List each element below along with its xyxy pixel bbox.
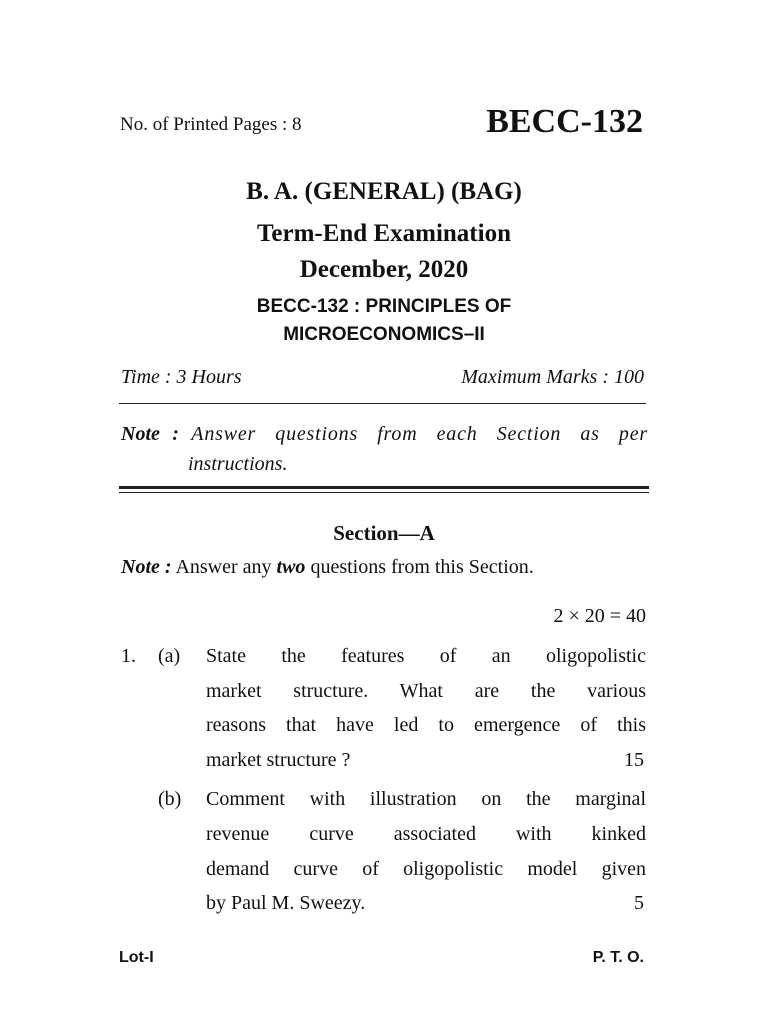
part-label: (a) — [158, 645, 181, 667]
question-text-line: reasons that have led to emergence of this — [206, 714, 646, 736]
question-text-line: revenue curve associated with kinked — [206, 823, 646, 845]
double-divider-thick — [119, 486, 649, 489]
section-note — [121, 556, 534, 579]
note-label: Note : — [121, 423, 179, 445]
question-text-line: market structure ? — [206, 749, 351, 771]
printed-pages-count: No. of Printed Pages : 8 — [120, 114, 302, 135]
footer-lot: Lot-I — [119, 949, 154, 966]
exam-title: Term-End Examination — [257, 220, 511, 247]
part-marks: 15 — [624, 749, 644, 771]
question-number: 1. — [121, 645, 136, 667]
question-text-line: demand curve of oligopolistic model given — [206, 858, 646, 880]
note-text-line2: instructions. — [188, 453, 288, 475]
general-note — [121, 416, 648, 453]
question-text-line: Comment with illustration on the marginal — [206, 788, 646, 810]
subject-title-line1: BECC-132 : PRINCIPLES OF — [256, 296, 512, 317]
exam-date: December, 2020 — [299, 256, 469, 283]
note-text-line1: Answer questions from each Section as per — [191, 423, 648, 445]
programme-title: B. A. (GENERAL) (BAG) — [246, 178, 522, 205]
course-code: BECC-132 — [486, 103, 643, 140]
part-marks: 5 — [634, 892, 644, 914]
section-note-text: Answer any — [171, 556, 277, 578]
section-heading: Section—A — [333, 521, 435, 545]
section-note-label: Note : — [121, 556, 172, 578]
double-divider-thin — [119, 492, 649, 493]
footer-pto: P. T. O. — [592, 949, 644, 966]
question-text-line: market structure. What are the various — [206, 680, 646, 702]
subject-title-line2: MICROECONOMICS–II — [283, 324, 485, 345]
question-text-line: State the features of an oligopolistic — [206, 645, 646, 667]
section-note-text-end: questions from this Section. — [305, 556, 534, 578]
part-label: (b) — [158, 788, 182, 810]
divider — [119, 403, 646, 404]
time-allowed: Time : 3 Hours — [121, 366, 242, 388]
section-marks-scheme: 2 × 20 = 40 — [553, 605, 646, 627]
question-text-line: by Paul M. Sweezy. — [206, 892, 366, 914]
section-note-emphasis: two — [276, 556, 306, 578]
maximum-marks: Maximum Marks : 100 — [461, 366, 644, 388]
